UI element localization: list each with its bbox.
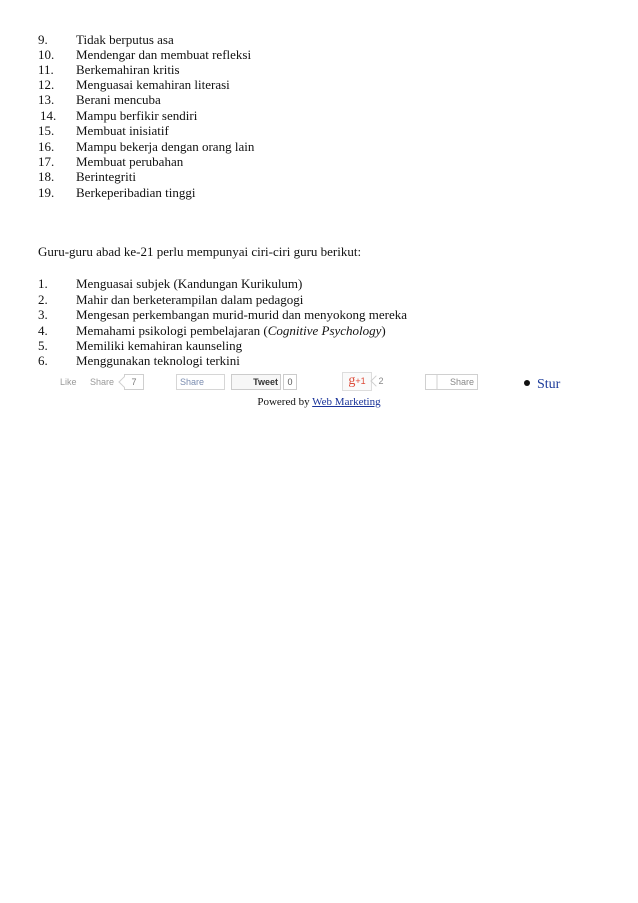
list-item: 11. Berkemahiran kritis xyxy=(38,62,180,77)
powered-by-footer xyxy=(0,396,638,408)
linkedin-share-button[interactable]: Share xyxy=(425,374,478,390)
list-item: 17. Membuat perubahan xyxy=(38,154,184,169)
list-item: 3. Mengesan perkembangan murid-murid dan menyokong mereka xyxy=(38,307,408,322)
google-plus-count-badge: 2 xyxy=(374,374,388,388)
stumbleupon-link[interactable] xyxy=(524,377,564,389)
web-marketing-link[interactable]: Web Marketing xyxy=(312,396,381,408)
list-item: 18. Berintegriti xyxy=(38,169,136,184)
list-item: 15. Membuat inisiatif xyxy=(38,123,169,138)
list-item: 6. Menggunakan teknologi terkini xyxy=(38,353,240,368)
tweet-button[interactable]: Tweet xyxy=(231,374,281,390)
tweet-count-badge: 0 xyxy=(283,374,297,390)
list-item: 9. Tidak berputus asa xyxy=(38,32,174,47)
google-plus-icon: g xyxy=(348,373,356,388)
bullet-icon xyxy=(524,380,530,386)
stumbleupon-label: Stur xyxy=(537,377,561,389)
social-share-bar xyxy=(0,373,638,393)
powered-by-text: Powered by xyxy=(257,396,313,408)
list-item: 16. Mampu bekerja dengan orang lain xyxy=(38,139,255,154)
list-item: 14. Mampu berfikir sendiri xyxy=(40,108,198,123)
list-item: 19. Berkeperibadian tinggi xyxy=(38,185,196,200)
list-item: 12. Menguasai kemahiran literasi xyxy=(38,77,230,92)
like-button[interactable]: Like xyxy=(60,377,77,387)
share-box-button[interactable]: Share xyxy=(176,374,225,390)
list-item: 4. Memahami psikologi pembelajaran (Cognitive Psychology) xyxy=(38,323,386,338)
google-plus-label: +1 xyxy=(355,376,366,386)
google-plus-button[interactable] xyxy=(342,372,372,391)
list-item: 5. Memiliki kemahiran kaunseling xyxy=(38,338,243,353)
facebook-share-button[interactable]: Share xyxy=(90,377,115,387)
item-text-italic: Cognitive Psychology xyxy=(267,323,382,338)
list-item: 13. Berani mencuba xyxy=(38,92,161,107)
item-text-before: Memahami psikologi pembelajaran ( xyxy=(76,323,268,338)
list-item: 1. Menguasai subjek (Kandungan Kurikulum) xyxy=(38,276,303,291)
list-item: 2. Mahir dan berketerampilan dalam pedagogi xyxy=(38,292,304,307)
intro-paragraph: Guru-guru abad ke-21 perlu mempunyai ciri-ciri guru berikut: xyxy=(38,244,362,259)
list-item: 10. Mendengar dan membuat refleksi xyxy=(38,47,252,62)
item-text-after: ) xyxy=(381,323,386,338)
share-count-badge: 7 xyxy=(124,374,144,390)
